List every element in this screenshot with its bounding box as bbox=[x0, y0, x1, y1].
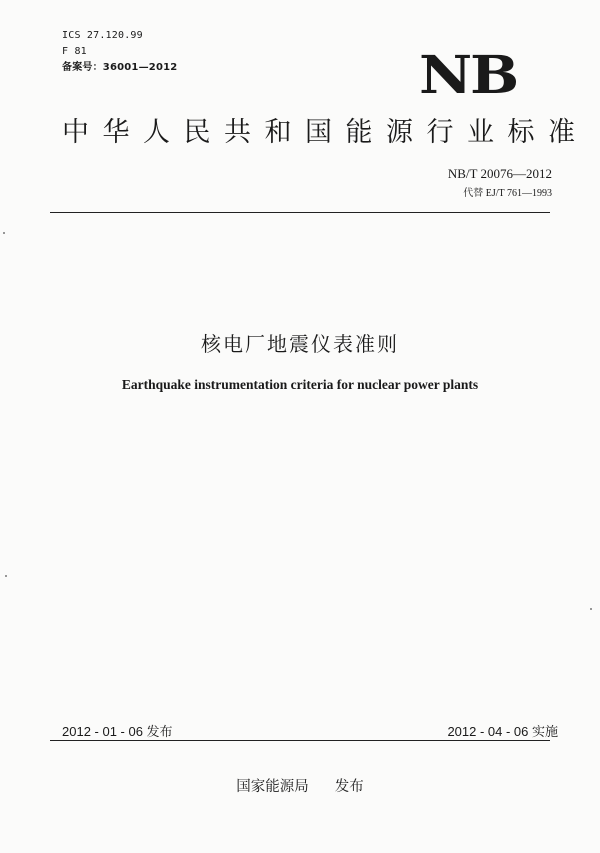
record-number: 备案号：36001—2012 bbox=[62, 62, 178, 73]
issuer-action: 发布 bbox=[334, 779, 364, 795]
scan-speck bbox=[3, 232, 5, 234]
issuer-name: 国家能源局 bbox=[236, 779, 309, 795]
document-title-cn: 核电厂地震仪表准则 bbox=[201, 332, 399, 356]
standard-title: 中华人民共和国能源行业标准 bbox=[62, 117, 589, 148]
ics-code: ICS 27.120.99 bbox=[62, 30, 143, 41]
publication-date: 2012 - 01 - 06 发布 bbox=[62, 724, 173, 739]
scan-speck bbox=[590, 608, 592, 610]
standard-number: NB/T 20076—2012 bbox=[447, 166, 552, 181]
footer-divider bbox=[50, 740, 550, 741]
implementation-date: 2012 - 04 - 06 实施 bbox=[447, 724, 558, 739]
nb-logo: NB bbox=[419, 45, 517, 106]
header-divider bbox=[50, 212, 550, 213]
issuer bbox=[0, 775, 600, 796]
document-title-en: Earthquake instrumentation criteria for nuclear power plants bbox=[121, 377, 479, 392]
classification-code: F 81 bbox=[62, 46, 87, 57]
replaces-standard: 代替 EJ/T 761—1993 bbox=[463, 188, 552, 199]
scan-speck bbox=[5, 575, 7, 577]
